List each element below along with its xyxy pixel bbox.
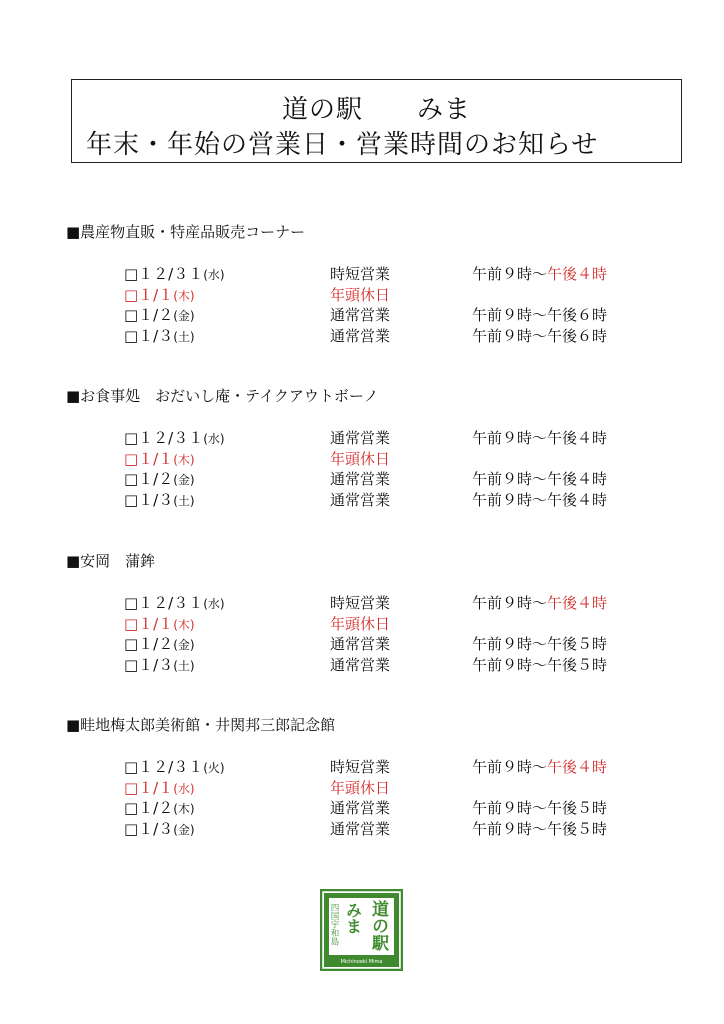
weekday-text: (水)	[203, 597, 225, 611]
section-heading: ■農産物直販・特産品販売コーナー	[66, 223, 306, 241]
logo-romaji-text: Michinoeki Mima	[340, 959, 383, 965]
schedule-row	[66, 655, 666, 676]
schedule-row	[66, 490, 666, 511]
section-farm-market	[66, 222, 666, 346]
hours-cell	[472, 655, 607, 676]
page-subtitle: 年末・年始の営業日・営業時間のお知らせ	[86, 130, 599, 160]
hours-cell	[472, 490, 607, 511]
hours-end: 午後４時	[547, 490, 608, 509]
schedule-row	[66, 428, 666, 449]
hours-cell	[472, 819, 607, 840]
date-text: □１２/３１	[124, 265, 204, 283]
hours-end: 午後４時	[547, 470, 608, 488]
michinoeki-mima-logo	[320, 889, 403, 971]
hours-start: 午前９時～	[472, 758, 548, 776]
date-text: □１２/３１	[124, 758, 204, 776]
date-cell	[124, 798, 195, 820]
section-heading: ■お食事処 おだいし庵・テイクアウトボーノ	[66, 387, 379, 405]
schedule-row	[66, 614, 666, 635]
page-title: 道の駅 みま	[281, 95, 471, 125]
date-cell	[124, 428, 225, 450]
date-text: □１２/３１	[124, 429, 204, 447]
hours-start: 午前９時～	[472, 265, 548, 283]
date-text: □１/３	[124, 326, 174, 345]
schedule-row	[66, 326, 666, 347]
status-cell: 通常営業	[330, 490, 391, 509]
status-cell: 通常営業	[330, 326, 391, 345]
date-text: □１/３	[124, 490, 174, 509]
weekday-text: (土)	[173, 658, 195, 673]
section-kamaboko	[66, 551, 666, 675]
date-cell	[124, 449, 195, 471]
hours-end: 午後４時	[547, 594, 608, 612]
date-text: □１/１	[124, 614, 174, 633]
hours-end: 午後４時	[547, 429, 608, 447]
status-cell: 時短営業	[330, 758, 391, 776]
hours-end: 午後５時	[547, 799, 608, 817]
schedule-row	[66, 634, 666, 655]
weekday-text: (金)	[173, 638, 195, 652]
hours-end: 午後５時	[547, 819, 608, 838]
section-museum	[66, 715, 666, 839]
hours-cell	[472, 634, 607, 655]
weekday-text: (水)	[173, 781, 195, 796]
hours-start: 午前９時～	[472, 326, 548, 345]
hours-start: 午前９時～	[472, 799, 548, 817]
date-text: □１/１	[124, 449, 174, 468]
date-cell	[124, 634, 195, 656]
status-cell: 通常営業	[330, 470, 391, 488]
hours-start: 午前９時～	[472, 594, 548, 612]
status-cell: 通常営業	[330, 306, 391, 324]
hours-end: 午後５時	[547, 655, 608, 674]
hours-start: 午前９時～	[472, 635, 548, 653]
weekday-text: (土)	[173, 329, 195, 344]
weekday-text: (木)	[173, 288, 195, 303]
logo-main-text: 道の駅	[368, 900, 388, 951]
schedule-row	[66, 305, 666, 326]
date-cell	[124, 757, 225, 779]
hours-cell	[472, 305, 607, 326]
hours-cell	[472, 593, 607, 614]
date-text: □１/２	[124, 470, 174, 488]
hours-start: 午前９時～	[472, 655, 548, 674]
hours-start: 午前９時～	[472, 429, 548, 447]
date-cell	[124, 655, 195, 677]
status-cell: 通常営業	[330, 819, 391, 838]
weekday-text: (水)	[203, 432, 225, 446]
schedule-row	[66, 449, 666, 470]
hours-start: 午前９時～	[472, 819, 548, 838]
date-cell	[124, 285, 195, 307]
status-cell: 年頭休日	[330, 285, 391, 304]
weekday-text: (金)	[173, 309, 195, 323]
date-cell	[124, 490, 195, 512]
date-text: □１/３	[124, 655, 174, 674]
date-cell	[124, 593, 225, 615]
status-cell: 年頭休日	[330, 449, 391, 468]
status-cell: 年頭休日	[330, 778, 391, 797]
schedule-row	[66, 757, 666, 778]
weekday-text: (火)	[203, 761, 225, 775]
hours-end: 午後５時	[547, 635, 608, 653]
date-cell	[124, 264, 225, 286]
hours-cell	[472, 469, 607, 490]
weekday-text: (金)	[173, 822, 195, 837]
date-text: □１２/３１	[124, 594, 204, 612]
date-cell	[124, 469, 195, 491]
logo-sub-text: みま	[343, 902, 363, 934]
date-text: □１/１	[124, 778, 174, 797]
date-text: □１/３	[124, 819, 174, 838]
date-cell	[124, 305, 195, 327]
schedule-row	[66, 285, 666, 306]
schedule-list	[66, 428, 666, 510]
weekday-text: (土)	[173, 493, 195, 508]
status-cell: 時短営業	[330, 265, 391, 283]
hours-end: 午後６時	[547, 326, 608, 345]
schedule-list	[66, 593, 666, 675]
hours-cell	[472, 757, 607, 778]
date-text: □１/２	[124, 306, 174, 324]
status-cell: 時短営業	[330, 594, 391, 612]
hours-end: 午後４時	[547, 758, 608, 776]
schedule-list	[66, 757, 666, 839]
weekday-text: (木)	[173, 617, 195, 632]
section-heading: ■畦地梅太郎美術館・井関邦三郎記念館	[66, 716, 336, 734]
status-cell: 通常営業	[330, 635, 391, 653]
status-cell: 通常営業	[330, 655, 391, 674]
date-text: □１/２	[124, 635, 174, 653]
hours-cell	[472, 264, 607, 285]
logo-region-text: 四国宇和島	[329, 903, 339, 946]
schedule-row	[66, 819, 666, 840]
hours-start: 午前９時～	[472, 490, 548, 509]
hours-start: 午前９時～	[472, 470, 548, 488]
section-restaurant	[66, 386, 666, 510]
hours-cell	[472, 428, 607, 449]
date-cell	[124, 326, 195, 348]
schedule-list	[66, 264, 666, 346]
hours-cell	[472, 326, 607, 347]
section-heading: ■安岡 蒲鉾	[66, 552, 156, 570]
weekday-text: (木)	[173, 452, 195, 467]
hours-start: 午前９時～	[472, 306, 548, 324]
hours-end: 午後４時	[547, 265, 608, 283]
schedule-row	[66, 469, 666, 490]
status-cell: 通常営業	[330, 799, 391, 817]
date-text: □１/２	[124, 799, 174, 817]
weekday-text: (金)	[173, 473, 195, 487]
date-cell	[124, 778, 195, 800]
schedule-row	[66, 593, 666, 614]
schedule-row	[66, 264, 666, 285]
hours-cell	[472, 798, 607, 819]
date-text: □１/１	[124, 285, 174, 304]
hours-end: 午後６時	[547, 306, 608, 324]
date-cell	[124, 819, 195, 841]
date-cell	[124, 614, 195, 636]
schedule-row	[66, 778, 666, 799]
title-box	[71, 79, 682, 163]
schedule-row	[66, 798, 666, 819]
status-cell: 通常営業	[330, 429, 391, 447]
weekday-text: (水)	[203, 268, 225, 282]
weekday-text: (木)	[173, 802, 195, 816]
status-cell: 年頭休日	[330, 614, 391, 633]
